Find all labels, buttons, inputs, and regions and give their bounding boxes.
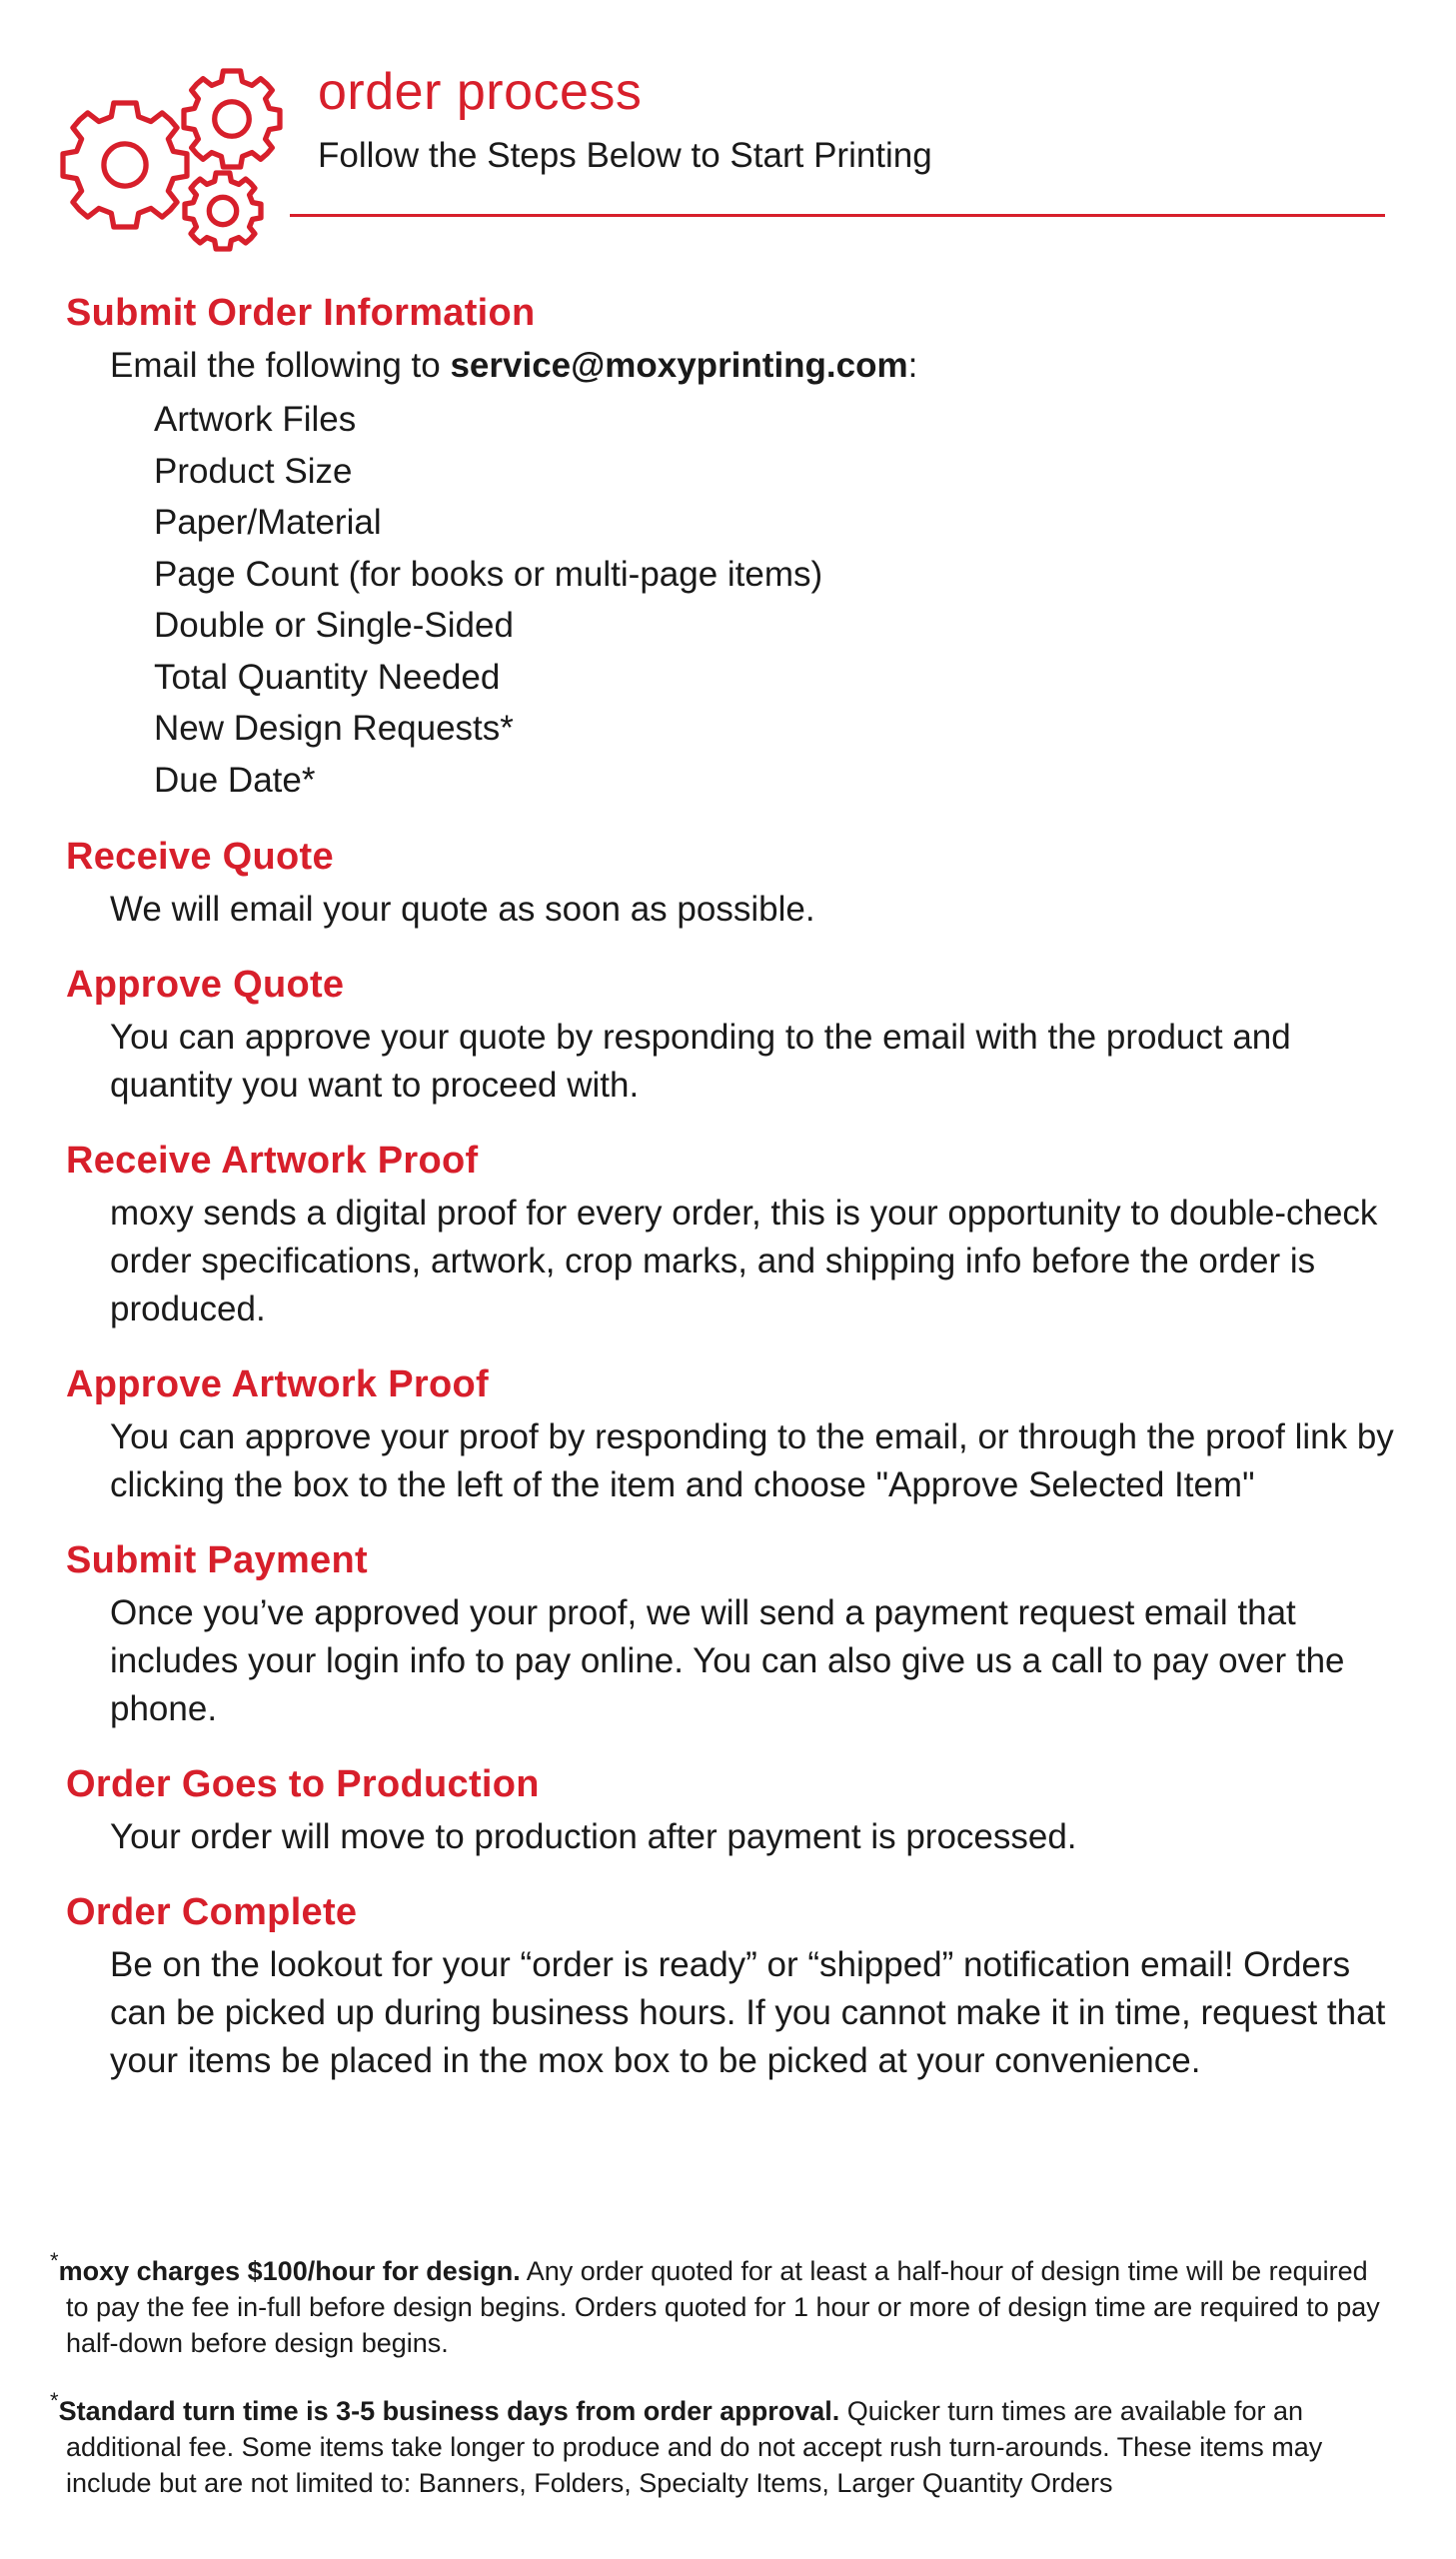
list-item: Due Date*	[154, 760, 316, 800]
step-body: You can approve your quote by responding to the email with the product and quantity you want to proceed with.	[110, 1018, 1291, 1105]
step-body: moxy sends a digital proof for every order, this is your opportunity to double-check order specifications, artwork, crop marks, and shipping info before the order is produced.	[110, 1194, 1378, 1328]
list-item: Total Quantity Needed	[154, 657, 501, 697]
list-item: New Design Requests*	[154, 709, 514, 748]
step-receive-artwork-proof	[66, 1136, 1401, 1333]
step-heading: Approve Artwork Proof	[66, 1363, 489, 1405]
step-body: Be on the lookout for your “order is ready” or “shipped” notification email! Orders can be picked up during business hours. If you cannot make it in time, request that your items be placed in the mox box to be picked at your convenience.	[110, 1945, 1386, 2080]
step-approve-artwork-proof	[66, 1359, 1401, 1509]
steps-list	[66, 288, 1401, 2111]
page-subtitle: Follow the Steps Below to Start Printing	[318, 136, 932, 175]
step-order-complete	[66, 1887, 1401, 2085]
step-body: Once you’ve approved your proof, we will send a payment request email that includes your login info to pay online. You can also give us a call to pay over the phone.	[110, 1593, 1345, 1728]
footnotes	[50, 2243, 1395, 2523]
footnote-marker: *	[50, 2248, 59, 2273]
step-order-goes-to-production	[66, 1759, 1401, 1861]
list-item: Artwork Files	[154, 400, 357, 439]
page-title: order process	[318, 63, 643, 121]
step-heading: Approve Quote	[66, 964, 345, 1006]
footnote-bold: Standard turn time is 3-5 business days from order approval.	[58, 2396, 840, 2426]
step-submit-payment	[66, 1535, 1401, 1733]
page-header	[0, 0, 1456, 260]
list-item: Page Count (for books or multi-page items)	[154, 554, 823, 594]
step-heading: Order Goes to Production	[66, 1763, 540, 1805]
step-heading: Receive Quote	[66, 836, 334, 878]
list-item: Double or Single-Sided	[154, 606, 514, 645]
step-heading: Submit Order Information	[66, 292, 536, 334]
step-receive-quote	[66, 832, 1401, 934]
step-intro	[110, 342, 1401, 390]
footnote-text: Any order quoted for at least a half-hour of design time will be required to pay the fee in-full before design begins. Orders quoted for 1 hour or more of design time are required to pay half-down before design begins.	[66, 2256, 1380, 2358]
step-heading: Order Complete	[66, 1891, 358, 1933]
footnote-bold: moxy charges $100/hour for design.	[58, 2256, 521, 2286]
intro-suffix: :	[907, 346, 918, 385]
service-email: service@moxyprinting.com	[450, 346, 908, 385]
step-body: We will email your quote as soon as possible.	[110, 890, 815, 929]
step-approve-quote	[66, 960, 1401, 1110]
step-body: Your order will move to production after payment is processed.	[110, 1817, 1077, 1856]
footnote-design-fee	[50, 2243, 1395, 2361]
intro-prefix: Email the following to	[110, 346, 451, 385]
footnote-text: Quicker turn times are available for an additional fee. Some items take longer to produce and do not accept rush turn-arounds. These items may include but are not limited to: Banners, Folders, Specialty Items, Larger Quantity Orders	[66, 2396, 1323, 2498]
footnote-turn-time	[50, 2383, 1395, 2501]
header-divider	[290, 214, 1385, 217]
list-item: Paper/Material	[154, 503, 382, 542]
step-heading: Receive Artwork Proof	[66, 1140, 479, 1182]
list-item: Product Size	[154, 451, 353, 491]
footnote-marker: *	[50, 2388, 59, 2413]
step-submit-order-information	[66, 288, 1401, 806]
required-info-list	[154, 394, 1401, 806]
step-body: You can approve your proof by responding to the email, or through the proof link by clicking the box to the left of the item and choose "Approve Selected Item"	[110, 1417, 1394, 1504]
gears-icon	[60, 66, 290, 256]
step-heading: Submit Payment	[66, 1539, 368, 1581]
